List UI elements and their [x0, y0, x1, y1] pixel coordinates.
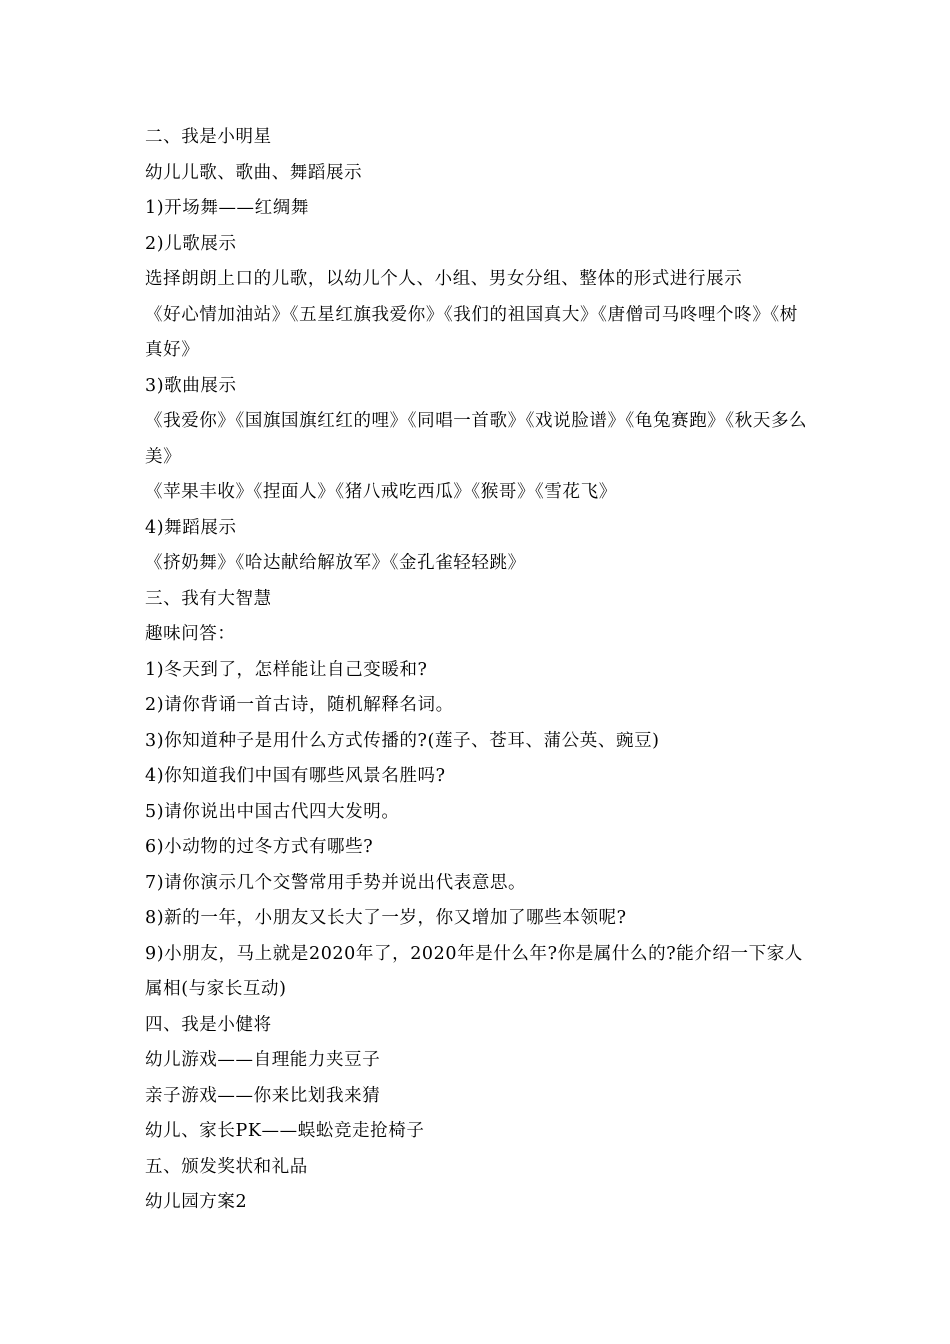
paragraph: 幼儿游戏——自理能力夹豆子 [145, 1050, 381, 1070]
paragraph: 幼儿园方案2 [145, 1192, 248, 1212]
list-item: 3)你知道种子是用什么方式传播的?(莲子、苍耳、蒲公英、豌豆) [145, 730, 660, 751]
paragraph: 幼儿儿歌、歌曲、舞蹈展示 [145, 162, 363, 183]
list-item: 2)请你背诵一首古诗，随机解释名词。 [145, 695, 454, 715]
list-item: 2)儿歌展示 [145, 233, 237, 254]
paragraph: 美》 [145, 446, 182, 467]
list-item: 4)舞蹈展示 [145, 517, 237, 538]
list-item: 7)请你演示几个交警常用手势并说出代表意思。 [145, 872, 527, 893]
list-item: 8)新的一年，小朋友又长大了一岁，你又增加了哪些本领呢? [145, 908, 627, 928]
list-item: 6)小动物的过冬方式有哪些? [145, 837, 374, 857]
paragraph: 选择朗朗上口的儿歌，以幼儿个人、小组、男女分组、整体的形式进行展示 [145, 269, 743, 289]
list-item: 5)请你说出中国古代四大发明。 [145, 801, 400, 822]
paragraph: 属相(与家长互动) [145, 979, 287, 999]
paragraph: 趣味问答： [145, 624, 236, 644]
paragraph: 亲子游戏——你来比划我来猜 [145, 1085, 381, 1106]
list-item: 1)冬天到了，怎样能让自己变暖和? [145, 659, 428, 680]
list-item: 9)小朋友，马上就是2020年了，2020年是什么年?你是属什么的?能介绍一下家人 [145, 943, 803, 964]
paragraph: 真好》 [145, 340, 200, 360]
paragraph: 《好心情加油站》《五星红旗我爱你》《我们的祖国真大》《唐僧司马咚哩个咚》《树 [145, 304, 798, 325]
paragraph: 幼儿、家长PK——蜈蚣竞走抢椅子 [145, 1121, 425, 1141]
list-item: 4)你知道我们中国有哪些风景名胜吗? [145, 766, 446, 786]
section-heading-5: 五、颁发奖状和礼品 [145, 1156, 308, 1177]
list-item: 3)歌曲展示 [145, 375, 237, 396]
paragraph: 《挤奶舞》《哈达献给解放军》《金孔雀轻轻跳》 [145, 553, 526, 573]
section-heading-2: 二、我是小明星 [145, 127, 272, 147]
section-heading-4: 四、我是小健将 [145, 1014, 272, 1035]
paragraph: 《我爱你》《国旗国旗红红的哩》《同唱一首歌》《戏说脸谱》《龟兔赛跑》《秋天多么 [145, 411, 808, 431]
section-heading-3: 三、我有大智慧 [145, 588, 272, 609]
paragraph: 《苹果丰收》《捏面人》《猪八戒吃西瓜》《猴哥》《雪花飞》 [145, 482, 617, 502]
list-item: 1)开场舞——红绸舞 [145, 198, 309, 218]
document-page [145, 120, 815, 1221]
